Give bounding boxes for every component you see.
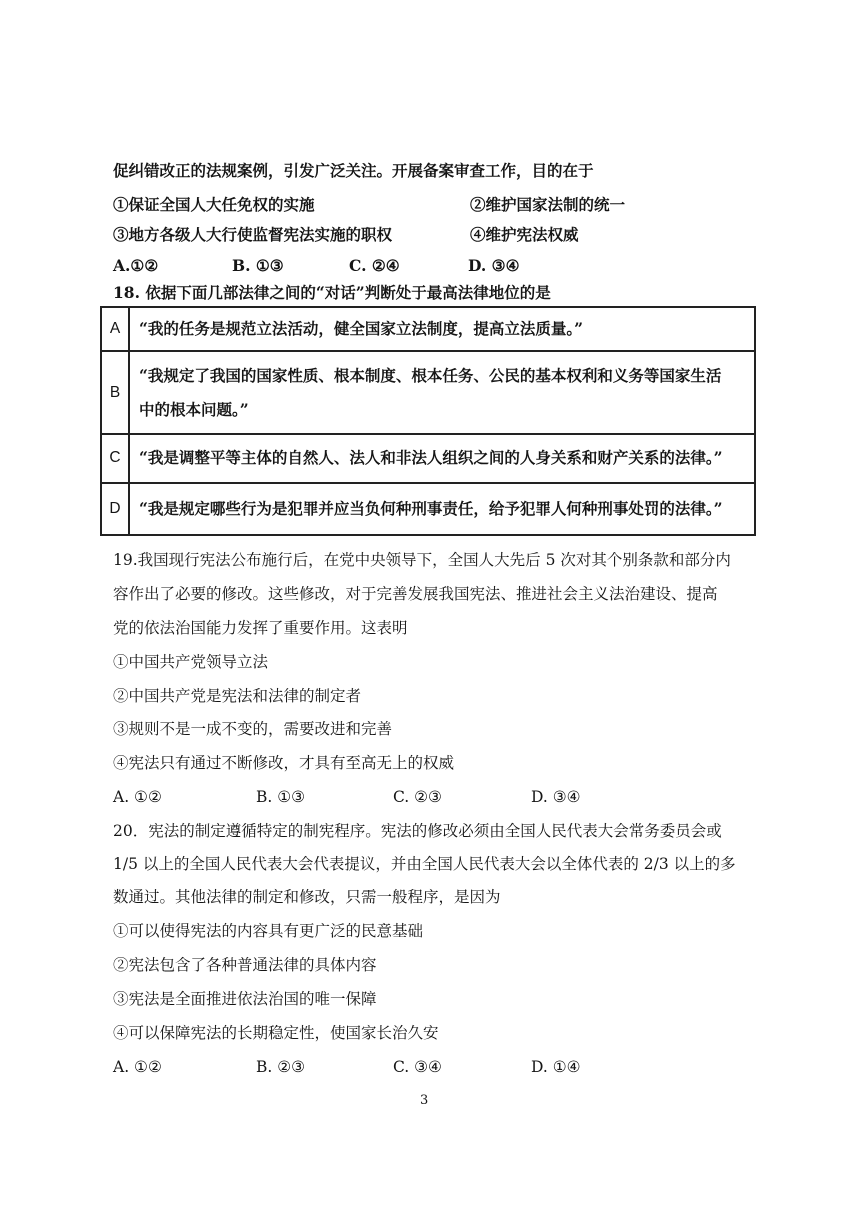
q19-stem-line: 容作出了必要的修改。这些修改，对于完善发展我国宪法、推进社会主义法治建设、提高 xyxy=(113,585,718,603)
q17-answer-a: A.①② xyxy=(113,256,159,275)
q17-answer-c: C. ②④ xyxy=(349,256,400,275)
q20-stem-line: 1/5 以上的全国人民代表大会代表提议，并由全国人民代表大会以全体代表的 2/3 以上的多 xyxy=(113,855,736,873)
q20-option-1: ①可以使得宪法的内容具有更广泛的民意基础 xyxy=(113,922,424,940)
q19-option-1: ①中国共产党领导立法 xyxy=(113,653,269,671)
q18-row-text-line: “我规定了我国的国家性质、根本制度、根本任务、公民的基本权利和义务等国家生活 xyxy=(139,365,722,385)
q18-row-letter: B xyxy=(101,351,129,434)
q20-stem-line: 数通过。其他法律的制定和修改，只需一般程序，是因为 xyxy=(113,888,501,906)
q17-intro: 促纠错改正的法规案例，引发广泛关注。开展备案审查工作，目的在于 xyxy=(113,161,594,180)
q18-row-text xyxy=(129,351,755,434)
q18-options-table xyxy=(100,306,756,536)
q19-option-2: ②中国共产党是宪法和法律的制定者 xyxy=(113,687,362,705)
q19-stem-line: 19.我国现行宪法公布施行后，在党中央领导下，全国人大先后 5 次对其个别条款和部分内 xyxy=(113,551,731,569)
q17-answer-b: B. ①③ xyxy=(232,256,284,275)
q19-option-4: ④宪法只有通过不断修改，才具有至高无上的权威 xyxy=(113,754,455,772)
q17-option-1: ①保证全国人大任免权的实施 xyxy=(113,195,315,214)
q19-answer-b: B. ①③ xyxy=(256,788,306,806)
q20-option-4: ④可以保障宪法的长期稳定性，使国家长治久安 xyxy=(113,1024,439,1042)
q17-option-3: ③地方各级人大行使监督宪法实施的职权 xyxy=(113,225,393,244)
q20-stem-line: 20．宪法的制定遵循特定的制宪程序。宪法的修改必须由全国人民代表大会常务委员会或 xyxy=(113,822,722,840)
q18-row-letter: A xyxy=(101,307,129,351)
q18-row-letter: C xyxy=(101,434,129,482)
page-number: 3 xyxy=(420,1093,429,1108)
q18-row-text: “我的任务是规范立法活动，健全国家立法制度，提高立法质量。” xyxy=(129,307,755,351)
q19-option-3: ③规则不是一成不变的，需要改进和完善 xyxy=(113,720,393,738)
q19-answer-d: D. ③④ xyxy=(531,788,581,806)
q18-stem: 18. 依据下面几部法律之间的“对话”判断处于最高法律地位的是 xyxy=(113,283,551,302)
q17-option-4: ④维护宪法权威 xyxy=(470,225,579,244)
q18-row-text: “我是调整平等主体的自然人、法人和非法人组织之间的人身关系和财产关系的法律。” xyxy=(129,434,755,482)
q17-answer-d: D. ③④ xyxy=(468,256,520,275)
q18-row-d xyxy=(101,483,755,535)
q20-answer-d: D. ①④ xyxy=(531,1058,581,1076)
q18-row-text: “我是规定哪些行为是犯罪并应当负何种刑事责任，给予犯罪人何种刑事处罚的法律。” xyxy=(129,483,755,535)
q18-row-text-line: 中的根本问题。” xyxy=(139,399,249,419)
q20-answer-c: C. ③④ xyxy=(393,1058,442,1076)
q19-answer-a: A. ①② xyxy=(113,788,162,806)
q17-option-2: ②维护国家法制的统一 xyxy=(470,195,626,214)
q18-row-b xyxy=(101,351,755,434)
q18-row-letter: D xyxy=(101,483,129,535)
q20-answer-b: B. ②③ xyxy=(256,1058,306,1076)
q19-stem-line: 党的依法治国能力发挥了重要作用。这表明 xyxy=(113,619,408,637)
q18-row-c xyxy=(101,434,755,482)
q20-answer-a: A. ①② xyxy=(113,1058,162,1076)
q20-option-3: ③宪法是全面推进依法治国的唯一保障 xyxy=(113,990,377,1008)
q20-option-2: ②宪法包含了各种普通法律的具体内容 xyxy=(113,956,377,974)
q18-row-a xyxy=(101,307,755,351)
q19-answer-c: C. ②③ xyxy=(393,788,442,806)
